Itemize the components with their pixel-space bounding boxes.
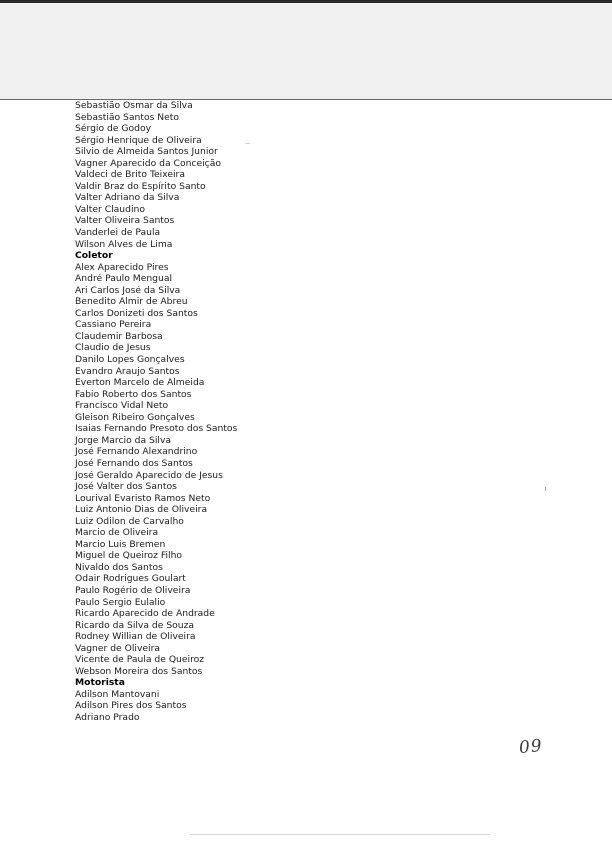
employee-name: Ricardo Aparecido de Andrade [75, 608, 215, 620]
employee-name: Francisco Vidal Neto [75, 400, 169, 412]
employee-name: Wilson Alves de Lima [75, 238, 173, 250]
employee-name: José Fernando dos Santos [75, 457, 193, 469]
employee-name: Luiz Odilon de Carvalho [75, 515, 184, 527]
employee-name: Fabio Roberto dos Santos [75, 388, 192, 400]
scan-header-band [0, 0, 612, 100]
employee-name: Cassiano Pereira [75, 319, 152, 331]
employee-name: Danilo Lopes Gonçalves [75, 354, 185, 366]
employee-name-list [75, 100, 575, 724]
employee-name: Nivaldo dos Santos [75, 561, 163, 573]
employee-name: Ari Carlos José da Silva [75, 284, 181, 296]
employee-name: José Fernando Alexandrino [75, 446, 198, 458]
employee-name: Luiz Antonio Dias de Oliveira [75, 504, 208, 516]
employee-name: Sebastião Santos Neto [75, 111, 180, 123]
employee-name: Vagner Aparecido da Conceição [75, 157, 221, 169]
employee-name: Valdeci de Brito Teixeira [75, 169, 185, 181]
employee-name: Evandro Araujo Santos [75, 365, 180, 377]
handwritten-page-number: 09 [518, 735, 544, 759]
scan-bottom-edge [190, 834, 490, 835]
employee-name: Valter Claudino [75, 203, 145, 215]
employee-name: Isaias Fernando Presoto dos Santos [75, 423, 238, 435]
employee-name: Claudio de Jesus [75, 342, 151, 354]
employee-name: Marcio Luis Bremen [75, 538, 166, 550]
section-heading: Motorista [75, 677, 125, 689]
employee-name: Webson Moreira dos Santos [75, 665, 203, 677]
employee-name: Valter Oliveira Santos [75, 215, 175, 227]
scan-top-edge [0, 0, 612, 3]
employee-name: Paulo Rogério de Oliveira [75, 584, 191, 596]
employee-name: Ricardo da Silva de Souza [75, 619, 195, 631]
employee-name: Everton Marcelo de Almeida [75, 377, 205, 389]
employee-name: Odair Rodrigues Goulart [75, 573, 186, 585]
employee-name: Adriano Prado [75, 711, 140, 723]
employee-name: Marcio de Oliveira [75, 527, 159, 539]
employee-name: Benedito Almir de Abreu [75, 296, 188, 308]
employee-name: Sebastião Osmar da Silva [75, 100, 193, 111]
employee-name: Jorge Marcio da Silva [75, 434, 172, 446]
employee-name: Vanderlei de Paula [75, 227, 161, 239]
scan-speck [545, 487, 546, 491]
employee-name: Alex Aparecido Pires [75, 261, 169, 273]
employee-name: Vicente de Paula de Queiroz [75, 654, 205, 666]
employee-name: Sérgio Henrique de Oliveira [75, 134, 202, 146]
employee-name: José Valter dos Santos [75, 481, 177, 493]
employee-name: Vagner de Oliveira [75, 642, 160, 654]
employee-name: Miguel de Queiroz Filho [75, 550, 183, 562]
employee-name: José Geraldo Aparecido de Jesus [75, 469, 223, 481]
employee-name: Lourival Evaristo Ramos Neto [75, 492, 211, 504]
employee-name: Adilson Mantovani [75, 688, 160, 700]
scan-speck [245, 143, 250, 144]
employee-name: Gleison Ribeiro Gonçalves [75, 411, 195, 423]
employee-name: André Paulo Mengual [75, 273, 173, 285]
employee-name: Claudemir Barbosa [75, 330, 163, 342]
employee-name: Adilson Pires dos Santos [75, 700, 187, 712]
employee-name: Rodney Willian de Oliveira [75, 631, 196, 643]
employee-name: Sérgio de Godoy [75, 123, 152, 135]
employee-name: Silvio de Almeida Santos Junior [75, 146, 218, 158]
employee-name: Carlos Donizeti dos Santos [75, 307, 198, 319]
employee-name: Paulo Sergio Eulalio [75, 596, 166, 608]
employee-name: Valter Adriano da Silva [75, 192, 180, 204]
employee-name: Valdir Braz do Espírito Santo [75, 180, 206, 192]
section-heading: Coletor [75, 250, 113, 262]
